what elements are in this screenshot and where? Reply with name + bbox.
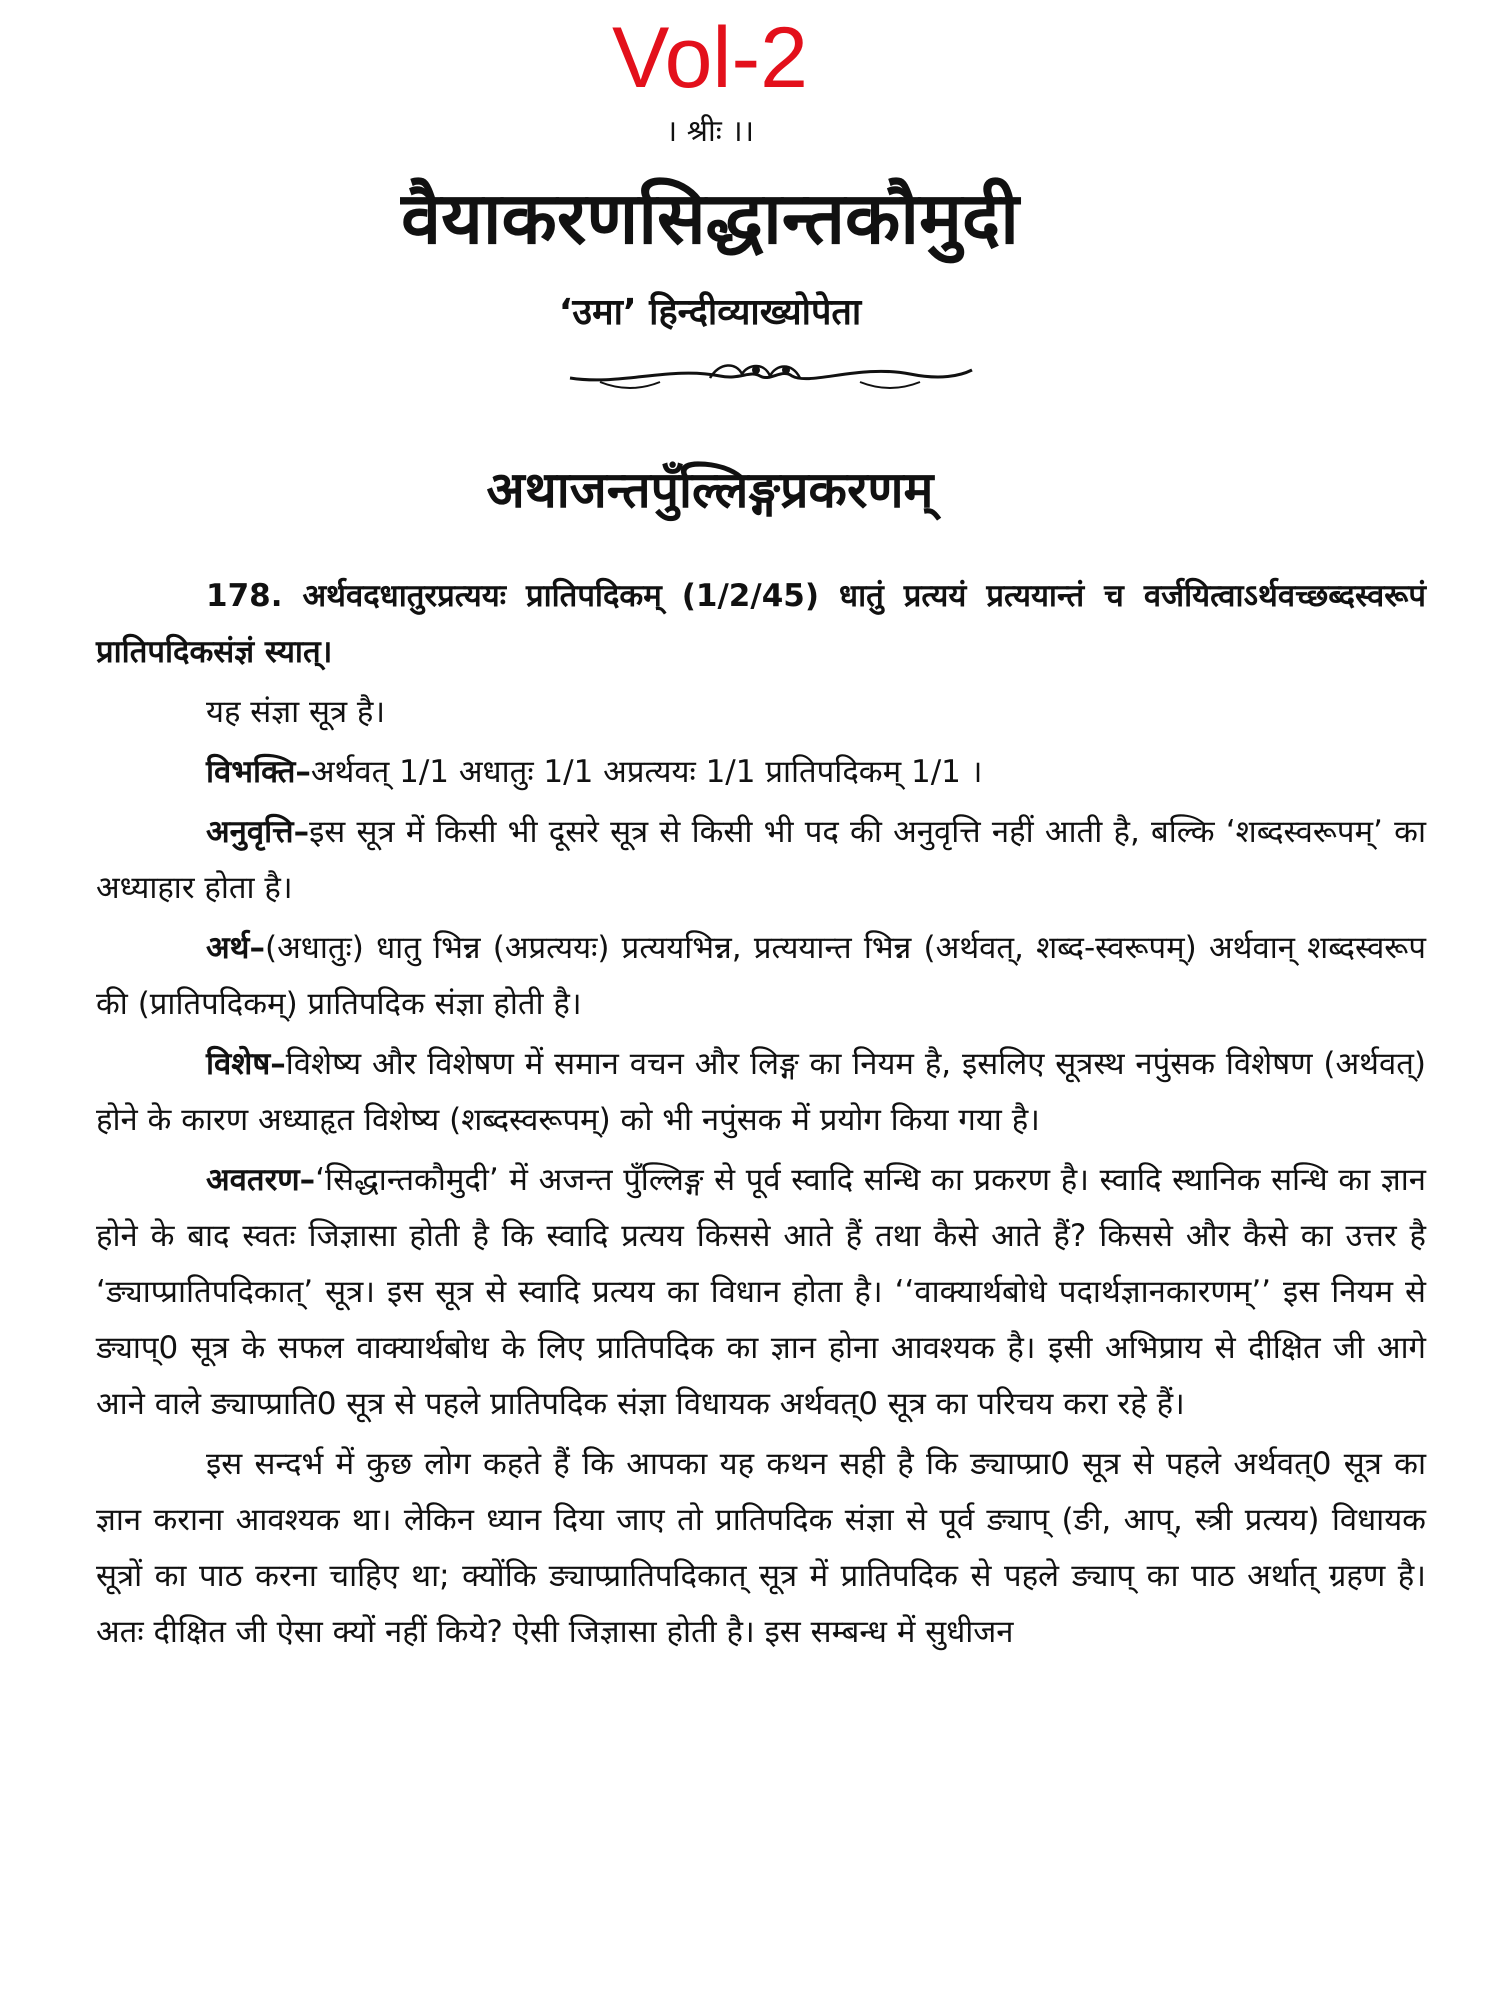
anuvritti-label: अनुवृत्ति– [206,814,310,850]
vibhakti-text: अर्थवत् 1/1 अधातुः 1/1 अप्रत्ययः 1/1 प्रातिपदिकम् 1/1 । [310,754,983,790]
vishesh-label: विशेष– [206,1046,286,1082]
artha-label: अर्थ– [206,930,265,966]
book-subtitle: ‘उमा’ हिन्दीव्याख्योपेता [558,292,862,333]
paragraph-avataran [96,1152,1426,1432]
sutra-paragraph: 178. अर्थवदधातुरप्रत्ययः प्रातिपदिकम् (1/2/45) धातुं प्रत्ययं प्रत्ययान्तं च वर्जयित्वाऽर्थवच्छब्दस्वरूपं प्रातिपदिकसंज्ञं स्यात्। [96,578,1426,670]
paragraph-vibhakti [96,744,1426,800]
ornament-divider-icon [560,356,980,396]
volume-label: Vol-2 [611,10,809,106]
section-title: अथाजन्तपुँल्लिङ्गप्रकरणम् [486,461,934,519]
paragraph-last: इस सन्दर्भ में कुछ लोग कहते हैं कि आपका यह कथन सही है कि ङ्याप्प्रा0 सूत्र से पहले अर्थवत्0 सूत्र का ज्ञान कराना आवश्यक था। लेकिन ध्यान दिया जाए तो प्रातिपदिक संज्ञा से पूर्व ङ्याप् (ङी, आप्, स्त्री प्रत्यय) विधायक सूत्रों का पाठ करना चाहिए था; क्योंकि ङ्याप्प्रातिपदिकात् सूत्र में प्रातिपदिक से पहले ङ्याप् का पाठ अर्थात् ग्रहण है। अतः दीक्षित जी ऐसा क्यों नहीं किये? ऐसी जिज्ञासा होती है। इस सम्बन्ध में सुधीजन [96,1446,1426,1650]
paragraph-vishesh [96,1036,1426,1148]
body-text [96,568,1426,1664]
invocation: । श्रीः ।। [665,114,755,149]
avataran-label: अवतरण– [206,1162,316,1198]
vishesh-text: विशेष्य और विशेषण में समान वचन और लिङ्ग का नियम है, इसलिए सूत्रस्थ नपुंसक विशेषण (अर्थवत्) होने के कारण अध्याहृत विशेष्य (शब्दस्वरूपम्) को भी नपुंसक में प्रयोग किया गया है। [96,1046,1426,1138]
artha-text: (अधातुः) धातु भिन्न (अप्रत्ययः) प्रत्ययभिन्न, प्रत्ययान्त भिन्न (अर्थवत्, शब्द-स्वरूपम्) अर्थवान् शब्दस्वरूप की (प्रातिपदिकम्) प्रातिपदिक संज्ञा होती है। [96,930,1426,1022]
paragraph-anuvritti [96,804,1426,916]
book-title: वैयाकरणसिद्धान्तकौमुदी [401,176,1019,260]
paragraph-artha [96,920,1426,1032]
vibhakti-label: विभक्ति– [206,754,311,790]
anuvritti-text: इस सूत्र में किसी भी दूसरे सूत्र से किसी भी पद की अनुवृत्ति नहीं आती है, बल्कि ‘शब्दस्वरूपम्’ का अध्याहार होता है। [96,814,1426,906]
avataran-text: ‘सिद्धान्तकौमुदी’ में अजन्त पुँल्लिङ्ग से पूर्व स्वादि सन्धि का प्रकरण है। स्वादि स्थानिक सन्धि का ज्ञान होने के बाद स्वतः जिज्ञासा होती है कि स्वादि प्रत्यय किससे आते हैं तथा कैसे आते हैं? किससे और कैसे का उत्तर है ‘ङ्याप्प्रातिपदिकात्’ सूत्र। इस सूत्र से स्वादि प्रत्यय का विधान होता है। ‘‘वाक्यार्थबोधे पदार्थज्ञानकारणम्’’ इस नियम से ङ्याप्0 सूत्र के सफल वाक्यार्थबोध के लिए प्रातिपदिक का ज्ञान होना आवश्यक है। इसी अभिप्राय से दीक्षित जी आगे आने वाले ङ्याप्प्राति0 सूत्र से पहले प्रातिपदिक संज्ञा विधायक अर्थवत्0 सूत्र का परिचय करा रहे हैं। [96,1162,1426,1422]
paragraph-sanjna: यह संज्ञा सूत्र है। [206,694,386,730]
